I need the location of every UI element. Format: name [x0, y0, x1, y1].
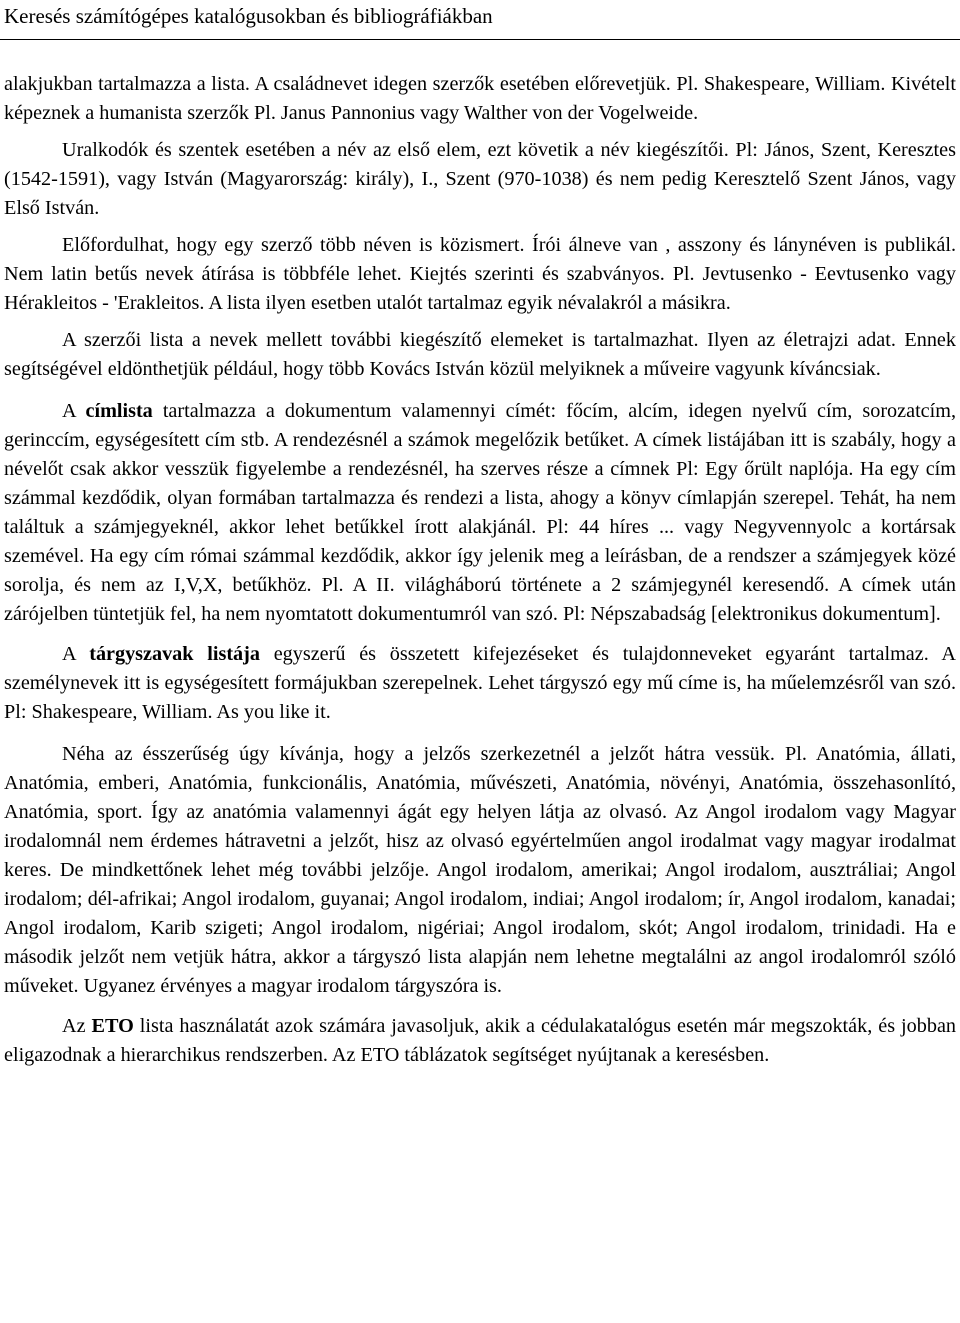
paragraph-qualifier-inversion: Néha az ésszerűség úgy kívánja, hogy a jelzős szerkezetnél a jelzőt hátra vessük. Pl. Anatómia, állati, Anatómia, emberi, Anatómia, funkcionális, Anatómia, művészeti, Anatómia, növényi, Anatómia, összehasonlító, Anatómia, sport. Így az anatómia valamennyi ágát egy helyen látja az olvasó. Az Angol irodalom vagy Magyar irodalomnál nem érdemes hátravetni a jelzőt, hisz az olvasó egyértelműen angol irodalmat vagy magyar irodalmat keres. De mindkettőnek lehet még további jelzője. Angol irodalom, amerikai; Angol irodalom, ausztráliai; Angol irodalom; dél-afrikai; Angol irodalom, guyanai; Angol irodalom, indiai; Angol irodalom; ír, Angol irodalom, kanadai; Angol irodalom, Karib szigeti; Angol irodalom, nigériai; Angol irodalom, skót; Angol irodalom, trinidadi. Ha e második jelzőt nem vetjük hátra, akkor a tárgyszó lista alapján nem lehetne megtalálni az angol irodalomról szóló műveket. Ugyanez érvényes a magyar irodalom tárgyszóra is.: [4, 743, 956, 997]
eto-text: lista használatát azok számára javasoljuk, akik a cédulakatalógus esetén már megszokták, és jobban eligazodnak a hierarchikus rendszerben. Az ETO táblázatok segítséget nyújtanak a keresésben.: [4, 1015, 956, 1066]
document-body: [4, 70, 956, 1070]
paragraph-rulers-saints: Uralkodók és szentek esetében a név az első elem, ezt követik a név kiegészítői. Pl: János, Szent, Keresztes (1542-1591), vagy István (Magyarország: király), I., Szent (970-1038) és nem pedig Keresztelő Szent János, vagy Első István.: [4, 139, 956, 219]
paragraph-eto: [4, 1012, 956, 1070]
subject-list-term: tárgyszavak listája: [89, 643, 260, 665]
paragraph-title-list: [4, 397, 956, 629]
title-list-lead: A: [62, 400, 86, 422]
title-list-term: címlista: [85, 400, 153, 422]
paragraph-pseudonyms: Előfordulhat, hogy egy szerző több néven is közismert. Írói álneve van , asszony és lánynéven is publikál. Nem latin betűs nevek átírása is többféle lehet. Kiejtés szerinti és szabványos. Pl. Jevtusenko - Eevtusenko vagy Hérakleitos - 'Erakleitos. A lista ilyen esetben utalót tartalmaz egyik névalakról a másikra.: [4, 234, 956, 314]
title-list-text: tartalmazza a dokumentum valamennyi címét: főcím, alcím, idegen nyelvű cím, sorozatcím, gerinccím, egységesített cím stb. A rendezésnél a számok megelőzik betűket. A címek listájában itt is szabály, hogy a névelőt csak akkor vesszük figyelembe a rendezésnél, ha szerves része a címnek Pl: Egy őrült naplója. Ha egy cím számmal kezdődik, olyan formában tartalmazza és rendezi a lista, ahogy a könyv címlapján szerepel. Tehát, ha nem találtuk a számjegyeknél, akkor lehet betűkkel írott alakjánál. Pl: 44 híres ... vagy Negyvennyolc a kortársak szemével. Ha egy cím római számmal kezdődik, akkor így jelenik meg a leírásban, de a rendszer a számjegyek közé sorolja, és nem az I,V,X, betűkhöz. Pl. A II. világháború története a 2 számjegynél keresendő. A címek után zárójelben tüntetjük fel, ha nem nyomtatott dokumentumról van szó. Pl: Népszabadság [elektronikus dokumentum].: [4, 400, 956, 625]
page-header: [0, 0, 960, 40]
eto-lead: Az: [62, 1015, 92, 1037]
subject-list-lead: A: [62, 643, 90, 665]
page-title: Keresés számítógépes katalógusokban és bibliográfiákban: [4, 4, 493, 28]
paragraph-biographical-data: A szerzői lista a nevek mellett további kiegészítő elemeket is tartalmazhat. Ilyen az életrajzi adat. Ennek segítségével eldönthetjük például, hogy több Kovács István közül melyiknek a műveire vagyunk kíváncsiak.: [4, 329, 956, 380]
paragraph-subject-list: [4, 640, 956, 727]
paragraph-name-order: alakjukban tartalmazza a lista. A családnevet idegen szerzők esetében előrevetjük. Pl. Shakespeare, William. Kivételt képeznek a humanista szerzők Pl. Janus Pannonius vagy Walther von der Vogelweide.: [4, 73, 956, 124]
eto-term: ETO: [91, 1015, 134, 1037]
subject-list-text: egyszerű és összetett kifejezéseket és tulajdonneveket egyaránt tartalmaz. A személynevek itt is egységesített formájukban szerepelnek. Lehet tárgyszó egy mű címe is, ha műelemzésről van szó. Pl: Shakespeare, William. As you like it.: [4, 643, 956, 723]
